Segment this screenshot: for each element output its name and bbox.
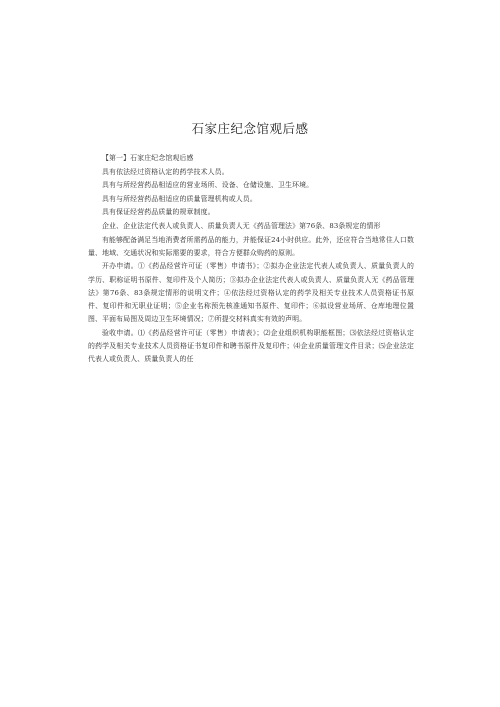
body-paragraph: 具有与所经营药品相适应的质量管理机构或人员。 (102, 194, 257, 203)
body-paragraph: 有能够配备满足当地消费者所需药品的能力，并能保证24小时供应。此外，还应符合当地常住人口数量、地域、交通状况和实际需要的要求，符合方便群众购药的原则。 (88, 235, 414, 257)
body-paragraph: 企业、企业法定代表人或负责人、质量负责人无《药品管理法》第76条、83条规定的情形 (102, 221, 381, 230)
body-paragraph: 具有保证经营药品质量的规章制度。 (102, 208, 215, 217)
body-paragraph: 具有依法经过资格认定的药学技术人员。 (102, 167, 229, 176)
document-title: 石家庄纪念馆观后感 (191, 121, 309, 136)
document-body (88, 152, 414, 367)
body-paragraph: 开办申请。①《药品经营许可证（零售）申请书》；②拟办企业法定代表人或负责人、质量负责人的学历、职称证明书原件、复印件及个人简历；③拟办企业法定代表人或负责人、质量负责人无《药品管理法》第76条、83条规定情形的说明文件；④依法经过资格认定的药学及相关专业技术人员资格证书原件、复印件和无职业证明；⑤企业名称预先核准通知书原件、复印件；⑥拟设营业场所、仓库地理位置图、平面布局图及周边卫生环境情况；⑦所提交材料真实有效的声明。 (88, 262, 414, 324)
body-paragraph: 验收申请。⑴《药品经营许可证（零售）申请表》；⑵企业组织机构职能框图；⑶依法经过资格认定的药学及相关专业技术人员资格证书复印件和聘书原件及复印件；⑷企业质量管理文件目录；⑸企业法定代表人或负责人、质量负责人的任 (88, 328, 414, 364)
section-heading: 【第一】石家庄纪念馆观后感 (102, 154, 194, 162)
body-paragraph: 具有与所经营药品相适应的营业场所、设备、仓储设施、卫生环境。 (102, 181, 314, 190)
